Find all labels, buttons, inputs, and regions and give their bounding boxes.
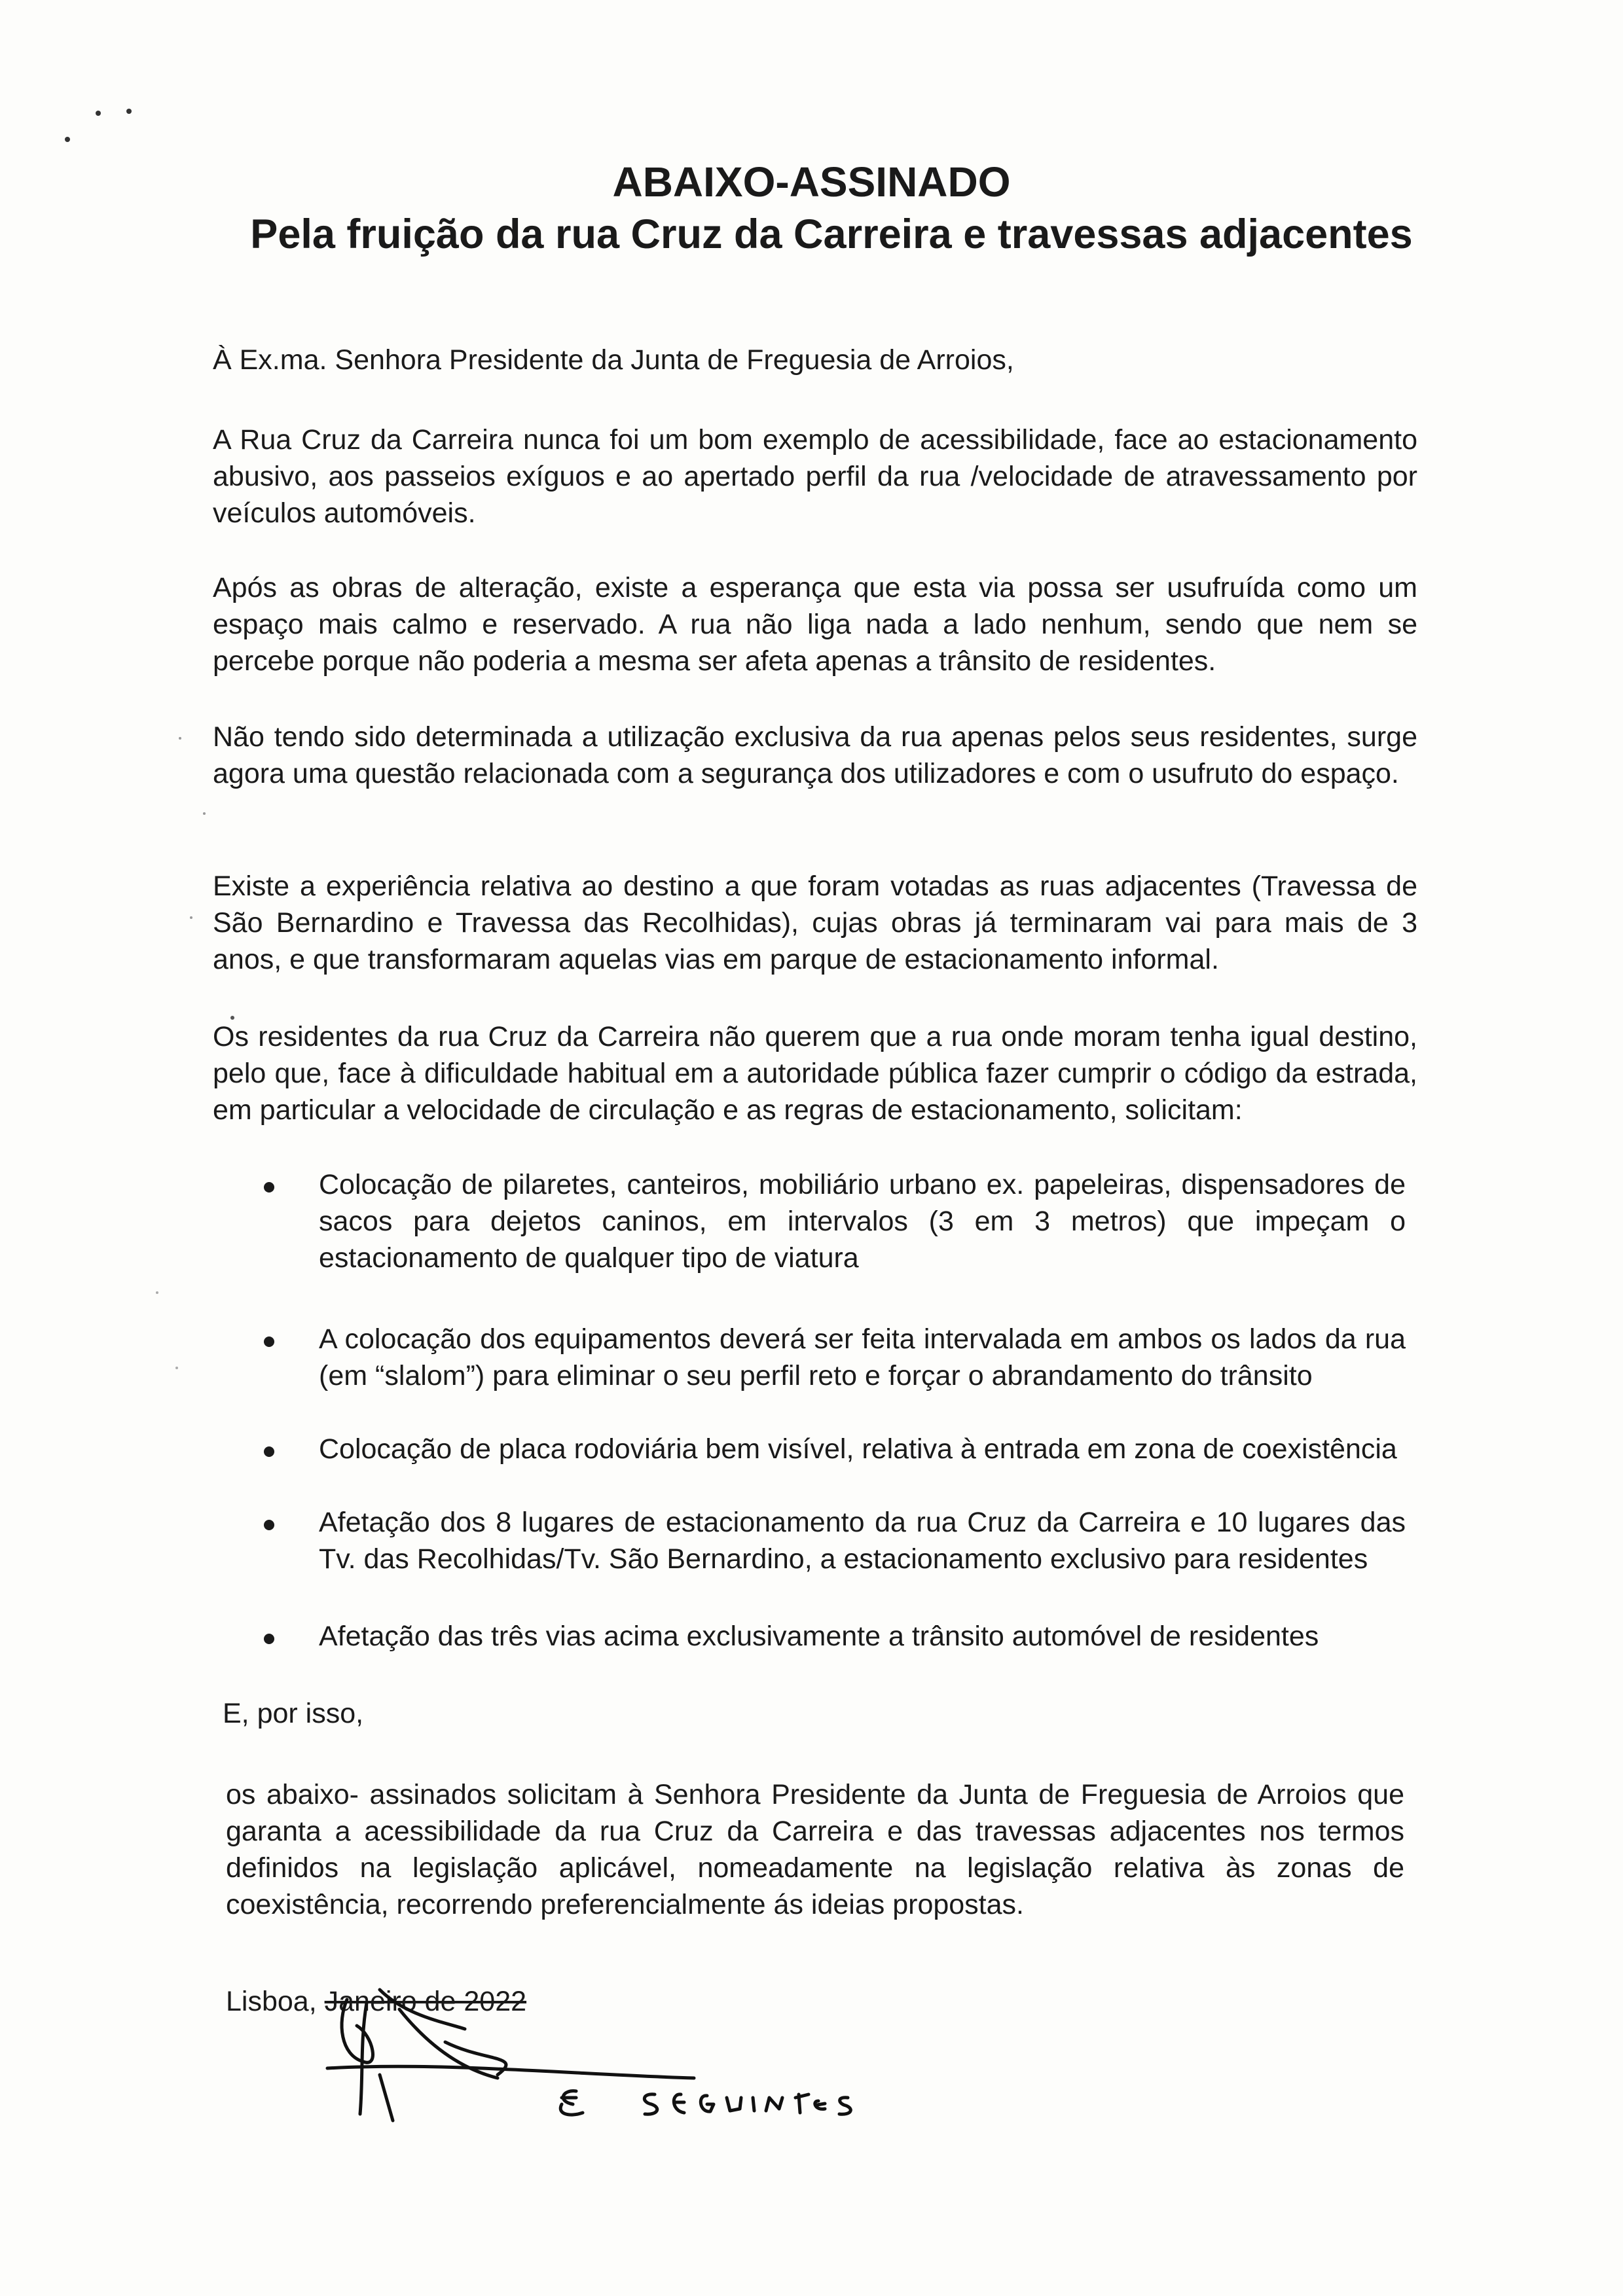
bullet-icon [264,1182,274,1193]
request-item-4: Afetação dos 8 lugares de estacionamento da rua Cruz da Carreira e 10 lugares das Tv. das Recolhidas/Tv. São Bernardino, a estacionamento exclusivo para residentes [319,1507,1406,1575]
document-subtitle: Pela fruição da rua Cruz da Carreira e travessas adjacentes [250,211,1413,257]
request-item-5: Afetação das três vias acima exclusivamente a trânsito automóvel de residentes [319,1621,1319,1652]
paragraph-5: Os residentes da rua Cruz da Carreira não querem que a rua onde moram tenha igual destino, pelo que, face à dificuldade habitual em a autoridade pública fazer cumprir o código da estrada, em particular a velocidade de circulação e as regras de estacionamento, solicitam: [213,1021,1417,1126]
place: Lisboa, [226,1986,317,2017]
bullet-icon [264,1520,274,1530]
closing-intro: E, por isso, [223,1698,364,1729]
bullet-icon [264,1336,274,1347]
paragraph-4: Existe a experiência relativa ao destino a que foram votadas as ruas adjacentes (Travessa de São Bernardino e Travessa das Recolhidas), cujas obras já terminaram vai para mais de 3 anos, e que transformaram aquelas vias em parque de estacionamento informal. [213,870,1417,975]
salutation: À Ex.ma. Senhora Presidente da Junta de Freguesia de Arroios, [213,344,1014,376]
bullet-icon [264,1446,274,1457]
handwritten-signature [249,1964,956,2160]
paragraph-1: A Rua Cruz da Carreira nunca foi um bom exemplo de acessibilidade, face ao estacionamento abusivo, aos passeios exíguos e ao apertado perfil da rua /velocidade de atravessamento por veículos automóveis. [213,424,1417,529]
bullet-icon [264,1634,274,1644]
request-item-3: Colocação de placa rodoviária bem visível, relativa à entrada em zona de coexistência [319,1433,1397,1465]
request-item-1: Colocação de pilaretes, canteiros, mobiliário urbano ex. papeleiras, dispensadores de sacos para dejetos caninos, em intervalos (3 em 3 metros) que impeçam o estacionamento de qualquer tipo de viatura [319,1169,1406,1274]
paragraph-2: Após as obras de alteração, existe a esperança que esta via possa ser usufruída como um espaço mais calmo e reservado. A rua não liga nada a lado nenhum, sendo que nem se percebe porque não poderia a mesma ser afeta apenas a trânsito de residentes. [213,572,1417,677]
request-item-2: A colocação dos equipamentos deverá ser feita intervalada em ambos os lados da rua (em “slalom”) para eliminar o seu perfil reto e forçar o abrandamento do trânsito [319,1323,1406,1391]
paragraph-3: Não tendo sido determinada a utilização exclusiva da rua apenas pelos seus residentes, surge agora uma questão relacionada com a segurança dos utilizadores e com o usufruto do espaço. [213,721,1417,789]
closing-paragraph: os abaixo- assinados solicitam à Senhora Presidente da Junta de Freguesia de Arroios que garanta a acessibilidade da rua Cruz da Carreira e das travessas adjacentes nos termos definidos na legislação aplicável, nomeadamente na legislação relativa às zonas de coexistência, recorrendo preferencialmente ás ideias propostas. [226,1779,1404,1920]
document-title: ABAIXO-ASSINADO [612,158,1011,206]
date: Janeiro de 2022 [324,1986,527,2017]
